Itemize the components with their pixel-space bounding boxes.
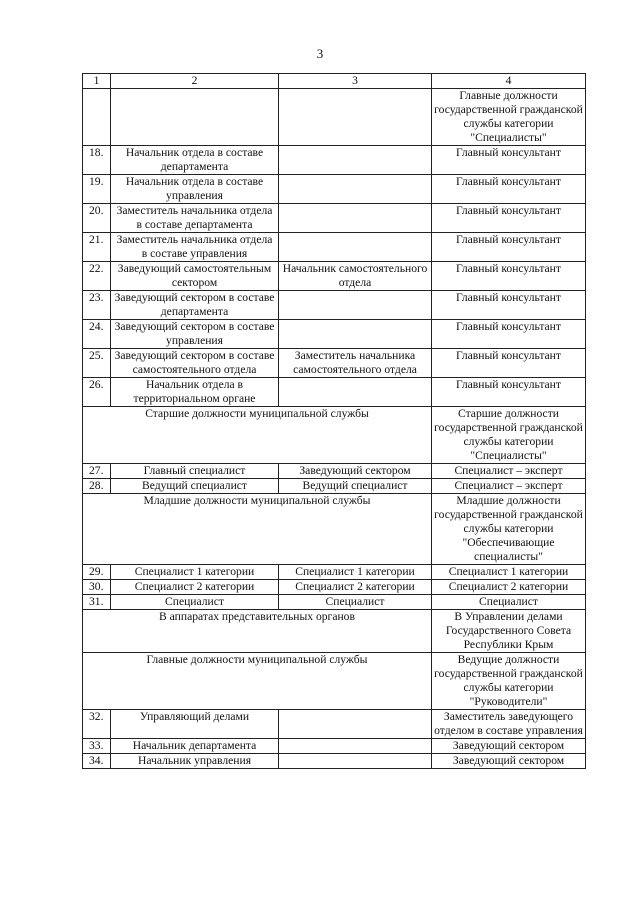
state-position-cell: Специалист – эксперт bbox=[432, 464, 586, 479]
section-title-municipal: Младшие должности муниципальной службы bbox=[83, 494, 432, 565]
row-number-cell: 30. bbox=[83, 580, 111, 595]
section-header-row bbox=[83, 407, 586, 464]
alt-position-cell bbox=[279, 204, 432, 233]
row-number-cell: 29. bbox=[83, 565, 111, 580]
alt-position-cell bbox=[279, 291, 432, 320]
row-number-cell: 28. bbox=[83, 479, 111, 494]
section-title-municipal: Главные должности муниципальной службы bbox=[83, 653, 432, 710]
section-header-row bbox=[83, 494, 586, 565]
row-number-cell: 27. bbox=[83, 464, 111, 479]
row-number-cell: 25. bbox=[83, 349, 111, 378]
table-row bbox=[83, 291, 586, 320]
municipal-position-cell: Начальник отдела в территориальном органе bbox=[111, 378, 279, 407]
column-header-3: 3 bbox=[279, 74, 432, 89]
row-number-cell: 19. bbox=[83, 175, 111, 204]
column-header-2: 2 bbox=[111, 74, 279, 89]
table-row bbox=[83, 754, 586, 769]
table-row bbox=[83, 595, 586, 610]
row-number-cell: 24. bbox=[83, 320, 111, 349]
section-title-state: В Управлении делами Государственного Совета Республики Крым bbox=[432, 610, 586, 653]
page-number: 3 bbox=[316, 46, 324, 61]
alt-position-cell: Специалист bbox=[279, 595, 432, 610]
alt-position-cell: Заместитель начальника самостоятельного отдела bbox=[279, 349, 432, 378]
municipal-position-cell: Главный специалист bbox=[111, 464, 279, 479]
municipal-position-cell: Ведущий специалист bbox=[111, 479, 279, 494]
alt-position-cell bbox=[279, 233, 432, 262]
municipal-position-cell: Начальник управления bbox=[111, 754, 279, 769]
alt-position-cell: Начальник самостоятельного отдела bbox=[279, 262, 432, 291]
section-header-row bbox=[83, 653, 586, 710]
table-row bbox=[83, 479, 586, 494]
state-position-cell: Главные должности государственной гражданской службы категории "Специалисты" bbox=[432, 89, 586, 146]
state-position-cell: Главный консультант bbox=[432, 378, 586, 407]
municipal-position-cell: Управляющий делами bbox=[111, 710, 279, 739]
row-number-cell: 34. bbox=[83, 754, 111, 769]
state-position-cell: Заместитель заведующего отделом в составе управления bbox=[432, 710, 586, 739]
state-position-cell: Главный консультант bbox=[432, 233, 586, 262]
row-number-cell: 21. bbox=[83, 233, 111, 262]
table-row bbox=[83, 739, 586, 754]
state-position-cell: Специалист bbox=[432, 595, 586, 610]
alt-position-cell bbox=[279, 320, 432, 349]
section-title-state: Старшие должности государственной гражданской службы категории "Специалисты" bbox=[432, 407, 586, 464]
state-position-cell: Главный консультант bbox=[432, 320, 586, 349]
municipal-position-cell: Заведующий сектором в составе самостоятельного отдела bbox=[111, 349, 279, 378]
row-number-cell: 26. bbox=[83, 378, 111, 407]
state-position-cell: Главный консультант bbox=[432, 349, 586, 378]
positions-table-body bbox=[83, 74, 586, 769]
table-row bbox=[83, 565, 586, 580]
municipal-position-cell bbox=[111, 89, 279, 146]
state-position-cell: Специалист 2 категории bbox=[432, 580, 586, 595]
table-row bbox=[83, 233, 586, 262]
section-header-row bbox=[83, 610, 586, 653]
table-row bbox=[83, 89, 586, 146]
alt-position-cell: Заведующий сектором bbox=[279, 464, 432, 479]
alt-position-cell bbox=[279, 175, 432, 204]
row-number-cell: 32. bbox=[83, 710, 111, 739]
table-row bbox=[83, 262, 586, 291]
municipal-position-cell: Специалист 2 категории bbox=[111, 580, 279, 595]
table-row bbox=[83, 349, 586, 378]
section-title-municipal: В аппаратах представительных органов bbox=[83, 610, 432, 653]
municipal-position-cell: Заведующий самостоятельным сектором bbox=[111, 262, 279, 291]
row-number-cell: 23. bbox=[83, 291, 111, 320]
municipal-position-cell: Заведующий сектором в составе департамента bbox=[111, 291, 279, 320]
table-row bbox=[83, 710, 586, 739]
alt-position-cell bbox=[279, 739, 432, 754]
state-position-cell: Специалист 1 категории bbox=[432, 565, 586, 580]
state-position-cell: Главный консультант bbox=[432, 175, 586, 204]
alt-position-cell bbox=[279, 146, 432, 175]
municipal-position-cell: Начальник департамента bbox=[111, 739, 279, 754]
state-position-cell: Заведующий сектором bbox=[432, 754, 586, 769]
state-position-cell: Главный консультант bbox=[432, 146, 586, 175]
table-row bbox=[83, 378, 586, 407]
section-title-state: Ведущие должности государственной гражданской службы категории "Руководители" bbox=[432, 653, 586, 710]
alt-position-cell: Специалист 2 категории bbox=[279, 580, 432, 595]
table-row bbox=[83, 580, 586, 595]
municipal-position-cell: Заместитель начальника отдела в составе управления bbox=[111, 233, 279, 262]
table-row bbox=[83, 464, 586, 479]
section-title-state: Младшие должности государственной гражданской службы категории "Обеспечивающие специалисты" bbox=[432, 494, 586, 565]
table-row bbox=[83, 175, 586, 204]
municipal-position-cell: Специалист 1 категории bbox=[111, 565, 279, 580]
alt-position-cell bbox=[279, 710, 432, 739]
table-row bbox=[83, 146, 586, 175]
state-position-cell: Главный консультант bbox=[432, 204, 586, 233]
municipal-position-cell: Заведующий сектором в составе управления bbox=[111, 320, 279, 349]
row-number-cell bbox=[83, 89, 111, 146]
alt-position-cell: Специалист 1 категории bbox=[279, 565, 432, 580]
state-position-cell: Главный консультант bbox=[432, 262, 586, 291]
municipal-position-cell: Начальник отдела в составе управления bbox=[111, 175, 279, 204]
table-header-row bbox=[83, 74, 586, 89]
municipal-position-cell: Заместитель начальника отдела в составе департамента bbox=[111, 204, 279, 233]
section-title-municipal: Старшие должности муниципальной службы bbox=[83, 407, 432, 464]
column-header-1: 1 bbox=[83, 74, 111, 89]
row-number-cell: 31. bbox=[83, 595, 111, 610]
row-number-cell: 18. bbox=[83, 146, 111, 175]
state-position-cell: Заведующий сектором bbox=[432, 739, 586, 754]
alt-position-cell bbox=[279, 378, 432, 407]
row-number-cell: 33. bbox=[83, 739, 111, 754]
row-number-cell: 20. bbox=[83, 204, 111, 233]
alt-position-cell: Ведущий специалист bbox=[279, 479, 432, 494]
state-position-cell: Специалист – эксперт bbox=[432, 479, 586, 494]
municipal-position-cell: Специалист bbox=[111, 595, 279, 610]
municipal-position-cell: Начальник отдела в составе департамента bbox=[111, 146, 279, 175]
alt-position-cell bbox=[279, 89, 432, 146]
table-row bbox=[83, 204, 586, 233]
column-header-4: 4 bbox=[432, 74, 586, 89]
state-position-cell: Главный консультант bbox=[432, 291, 586, 320]
alt-position-cell bbox=[279, 754, 432, 769]
positions-table bbox=[82, 73, 586, 769]
table-row bbox=[83, 320, 586, 349]
row-number-cell: 22. bbox=[83, 262, 111, 291]
